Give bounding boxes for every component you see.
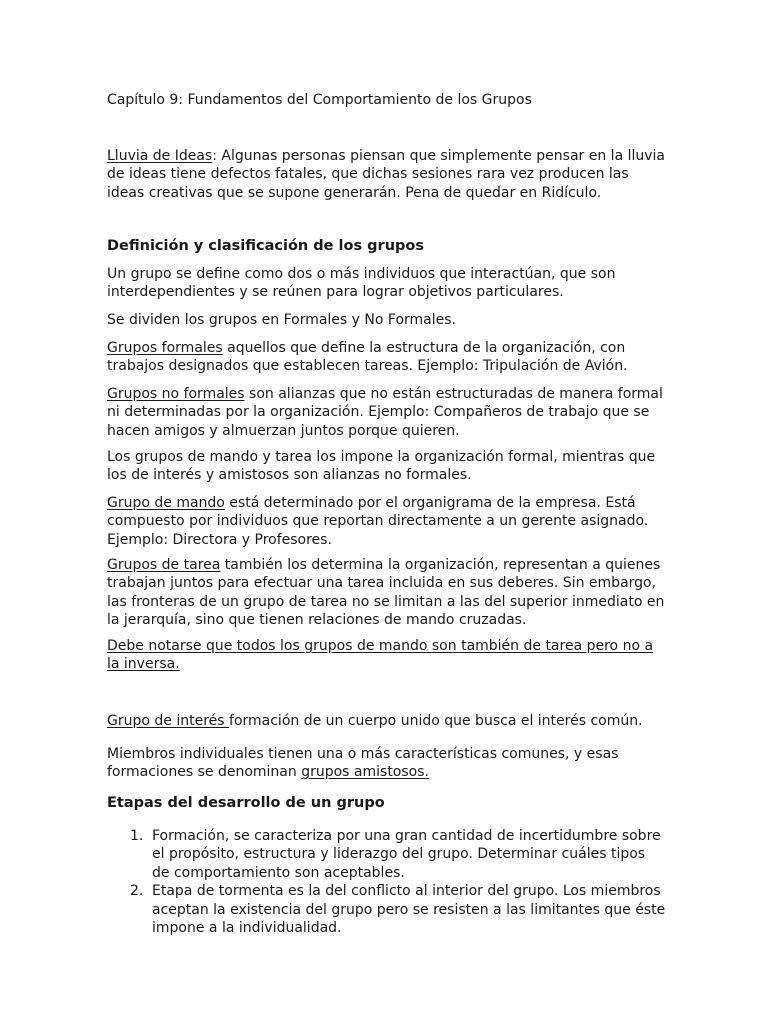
- heading-definicion: Definición y clasificación de los grupos: [107, 238, 424, 254]
- term-grupo-de-mando: Grupo de mando: [107, 495, 225, 511]
- paragraph-miembros-individuales: [107, 745, 667, 782]
- term-grupo-de-interes: Grupo de interés: [107, 713, 230, 729]
- paragraph-grupo-de-interes: [107, 712, 667, 730]
- paragraph-text: también los determina la organización, representan a quienes trabajan juntos para efectuar una tarea incluida en sus deberes. Sin embargo, las fronteras de un grupo de tarea no se limitan a las del superior inmediato en la jerarquía, sino que tienen relaciones de mando cruzadas.: [107, 557, 665, 629]
- paragraph-grupo-de-mando: [107, 494, 667, 549]
- term-grupos-no-formales: Grupos no formales: [107, 386, 245, 402]
- list-item-text: Formación, se caracteriza por una gran cantidad de incertidumbre sobre el propósito, estructura y liderazgo del grupo. Determinar cuáles tipos de comportamiento son aceptables.: [152, 828, 661, 881]
- paragraph-definicion-grupo: Un grupo se define como dos o más individuos que interactúan, que son interdependientes y se reúnen para lograr objetivos particulares.: [107, 266, 616, 301]
- paragraph-nota-inversa: Debe notarse que todos los grupos de mando son también de tarea pero no a la inversa.: [107, 638, 654, 673]
- list-number: 2.: [130, 883, 144, 900]
- term-grupos-formales: Grupos formales: [107, 340, 223, 356]
- paragraph-grupos-formales: [107, 339, 667, 376]
- paragraph-text: son alianzas que no están estructuradas de manera formal ni determinadas por la organización. Ejemplo: Compañeros de trabajo que se hacen amigos y almuerzan juntos porque quieren.: [107, 386, 663, 439]
- paragraph-text: formación de un cuerpo unido que busca el interés común.: [229, 713, 643, 729]
- paragraph-grupos-no-formales: [107, 385, 667, 440]
- stages-list: [107, 827, 667, 937]
- paragraph-lluvia-de-ideas: [107, 147, 667, 202]
- paragraph-division-grupos: Se dividen los grupos en Formales y No Formales.: [107, 312, 456, 328]
- heading-etapas: Etapas del desarrollo de un grupo: [107, 795, 385, 811]
- paragraph-mando-y-tarea: Los grupos de mando y tarea los impone la organización formal, mientras que los de interés y amistosos son alianzas no formales.: [107, 449, 656, 484]
- paragraph-text: : Algunas personas piensan que simplemente pensar en la lluvia de ideas tiene defectos fatales, que dichas sesiones rara vez producen las ideas creativas que se supone generarán. Pena de quedar en Ridículo.: [107, 148, 666, 201]
- list-item-text: Etapa de tormenta es la del conflicto al interior del grupo. Los miembros aceptan la existencia del grupo pero se resisten a las limitantes que éste impone a la individualidad.: [152, 883, 666, 937]
- paragraph-text: está determinado por el organigrama de la empresa. Está compuesto por individuos que reportan directamente a un gerente asignado. Ejemplo: Directora y Profesores.: [107, 495, 649, 548]
- term-grupos-amistosos: grupos amistosos.: [301, 764, 429, 781]
- term-lluvia-de-ideas: Lluvia de Ideas: [107, 148, 213, 164]
- paragraph-text: aquellos que define la estructura de la organización, con trabajos designados que establecen tareas. Ejemplo: Tripulación de Avión.: [107, 340, 628, 375]
- list-number: 1.: [130, 828, 144, 844]
- term-grupos-de-tarea: Grupos de tarea: [107, 557, 221, 573]
- list-item: [107, 882, 667, 937]
- list-item: [107, 827, 667, 882]
- paragraph-grupos-de-tarea: [107, 556, 667, 630]
- chapter-title: Capítulo 9: Fundamentos del Comportamiento de los Grupos: [107, 92, 532, 108]
- paragraph-text: Miembros individuales tienen una o más características comunes, y esas formaciones se denominan: [107, 746, 619, 781]
